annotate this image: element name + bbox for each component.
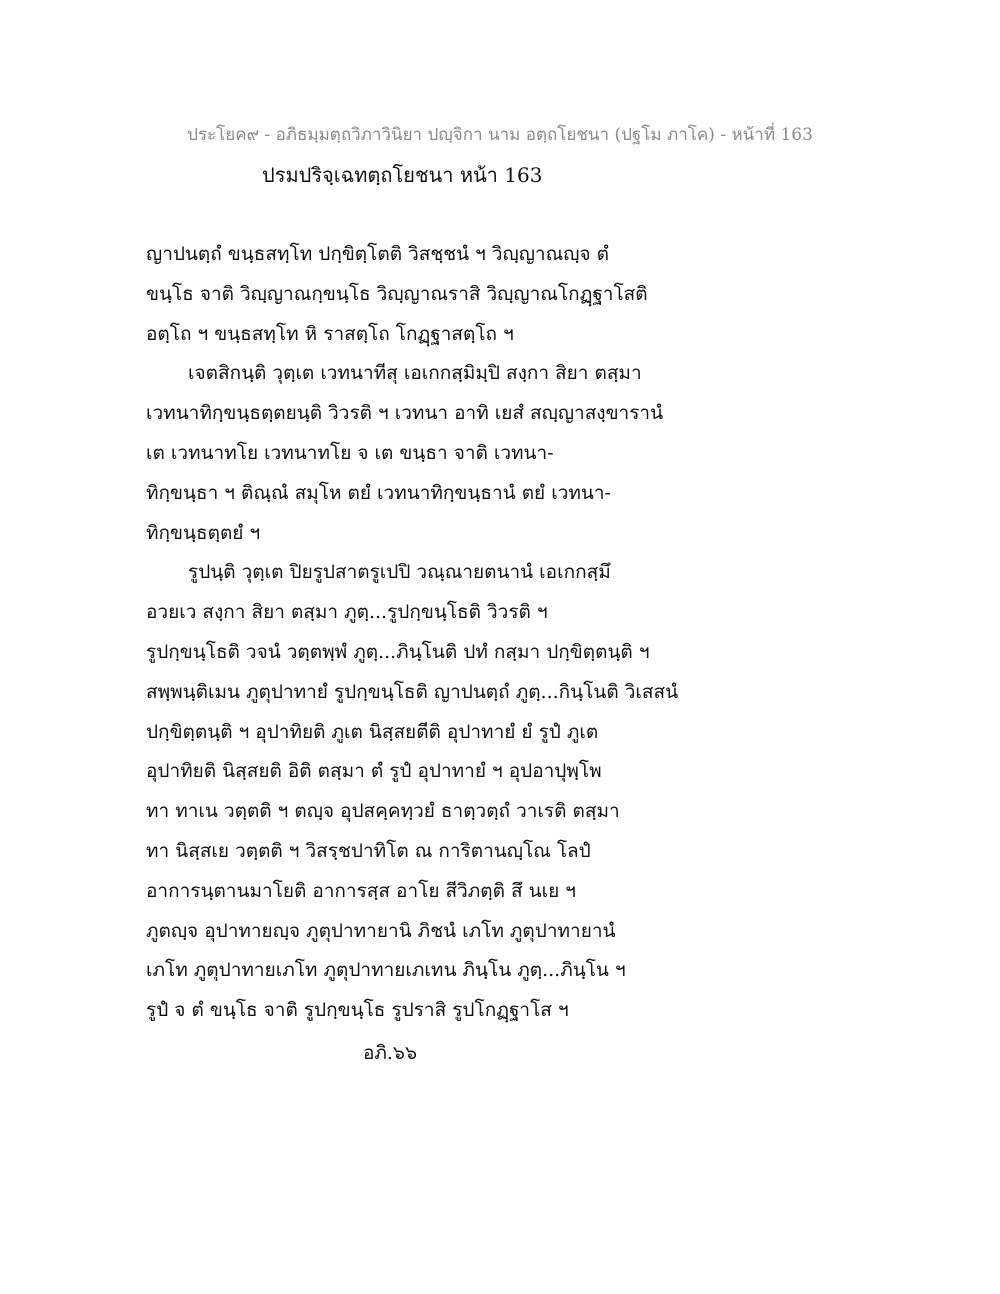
text-line: ขนฺโธ จาติ วิญฺญาณกฺขนฺโธ วิญฺญาณราสิ วิญฺญาณโกฏฺฐาโสติ [146, 282, 648, 305]
text-line: ทา นิสฺสเย วตฺตติ ฯ วิสรฺชปาทิโต ณ การิตานญฺโณ โลปํ [146, 839, 591, 862]
text-line: รูปนฺติ วุตฺเต ปิยรูปสาตรูเปปิ วณฺณายตนานํ เอเกกสฺมึ [188, 561, 611, 584]
text-line: เต เวทนาทโย เวทนาทโย จ เต ขนฺธา จาติ เวทนา- [146, 441, 554, 464]
text-line: อาการนฺตานมาโยติ อาการสฺส อาโย สีวิภตฺติ สึ นเย ฯ [146, 879, 576, 902]
text-line: สพฺพนฺติเมน ภูตุปาทายํ รูปกฺขนฺโธติ ญาปนตฺถํ ภูตฺ...กินฺโนติ วิเสสนํ [146, 680, 679, 703]
text-line: รูปกฺขนฺโธติ วจนํ วตฺตพฺพํ ภูตฺ...ภินฺโนติ ปทํ กสฺมา ปกฺขิตฺตนฺติ ฯ [146, 640, 650, 663]
page-heading: ปรมปริจฺเฉทตฺถโยชนา หน้า 163 [262, 163, 543, 187]
text-line: เภโท ภูตุปาทายเภโท ภูตุปาทายเภเทน ภินฺโน ภูตฺ...ภินฺโน ฯ [146, 959, 626, 982]
text-line: ทิกฺขนฺธา ฯ ติณฺณํ สมุโห ตยํ เวทนาทิกฺขนฺธานํ ตยํ เวทนา- [146, 481, 611, 504]
text-line: ทา ทาเน วตฺตติ ฯ ตญฺจ อุปสคฺคทฺวยํ ธาตฺวตฺถํ วาเรติ ตสฺมา [146, 800, 620, 823]
body-text [146, 235, 846, 1031]
text-line: รูปํ จ ตํ ขนฺโธ จาติ รูปกฺขนฺโธ รูปราสิ รูปโกฏฺฐาโส ฯ [146, 999, 569, 1022]
text-line: ทิกฺขนฺธตฺตยํ ฯ [146, 521, 261, 544]
text-line: ญาปนตฺถํ ขนฺธสทฺโท ปกฺขิตฺโตติ วิสชฺชนํ ฯ วิญฺญาณญฺจ ตํ [146, 243, 609, 265]
text-line: อตฺโถ ฯ ขนฺธสทฺโท หิ ราสตฺโถ โกฏฺฐาสตฺโถ ฯ [146, 322, 514, 345]
text-line: อุปาทิยติ นิสฺสยติ อิติ ตสฺมา ตํ รูปํ อุปาทายํ ฯ อุปอาปุพฺโพ [146, 760, 602, 783]
text-line: เจตสิกนฺติ วุตฺเต เวทนาทีสุ เอเกกสฺมิมฺปิ สงฺกา สิยา ตสฺมา [188, 362, 642, 385]
text-line: ภูตญฺจ อุปาทายญฺจ ภูตุปาทายานิ ภิชนํ เภโท ภูตุปาทายานํ [146, 919, 616, 942]
text-line: ปกฺขิตฺตนฺติ ฯ อุปาทิยติ ภูเต นิสฺสยตีติ อุปาทายํ ยํ รูปํ ภูเต [146, 720, 599, 743]
running-header: ประโยค๙ - อภิธมฺมตฺถวิภาวินิยา ปญฺจิกา นาม อตฺถโยชนา (ปฐโม ภาโค) - หน้าที่ 163 [187, 125, 813, 145]
text-line: เวทนาทิกฺขนฺธตฺตยนฺติ วิวรติ ฯ เวทนา อาทิ เยสํ สญฺญาสงฺขารานํ [146, 402, 664, 425]
footer-signature: อภิ.๖๖ [362, 1042, 418, 1064]
text-line: อวยเว สงฺกา สิยา ตสฺมา ภูตฺ...รูปกฺขนฺโธติ วิวรติ ฯ [146, 601, 548, 624]
